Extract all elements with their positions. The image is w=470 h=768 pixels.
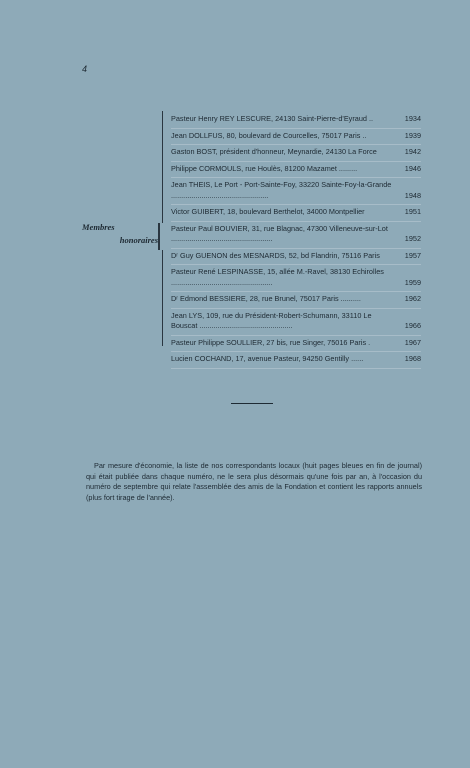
section-label-line1: Membres — [82, 222, 115, 232]
footnote-paragraph: Par mesure d'économie, la liste de nos correspondants locaux (huit pages bleues en fin de journal) qui était publiée dans chaque numéro, ne le sera plus désormais qu'une fois par an, à l'occasion du numéro de septembre qui relate l'assemblée des amis de la Fondation et contient les rapports annuels (plus fort tirage de l'année). — [86, 461, 422, 502]
member-year: 1967 — [404, 337, 421, 347]
member-year: 1948 — [404, 190, 421, 200]
member-year: 1966 — [404, 321, 421, 330]
member-text: Dʳ Guy GUENON des MESNARDS, 52, bd Flandrin, 75116 Paris — [171, 250, 380, 260]
brace-top — [162, 111, 163, 223]
member-text: Victor GUIBERT, 18, boulevard Berthelot, 34000 Montpellier — [171, 207, 365, 216]
member-entry — [171, 309, 421, 336]
member-entry — [171, 336, 421, 353]
member-entry — [171, 205, 421, 222]
member-text: Jean LYS, 109, rue du Président-Robert-Schumann, 33110 Le Bouscat .............................................. — [171, 310, 372, 330]
member-text: Jean THEIS, Le Port - Port-Sainte-Foy, 33220 Sainte-Foy-la-Grande ................................................ — [171, 180, 392, 200]
member-year: 1962 — [404, 294, 421, 303]
page-number: 4 — [82, 64, 88, 74]
member-entry — [171, 222, 421, 249]
member-text: Lucien COCHAND, 17, avenue Pasteur, 94250 Gentilly ...... — [171, 354, 364, 363]
member-year: 1952 — [404, 234, 421, 243]
member-year: 1968 — [404, 354, 421, 363]
section-label-line2: honoraires — [119, 235, 158, 245]
member-year: 1951 — [404, 207, 421, 216]
member-text: Pasteur Paul BOUVIER, 31, rue Blagnac, 47300 Villeneuve-sur-Lot .................................................. — [171, 223, 388, 243]
member-text: Pasteur Philippe SOULLIER, 27 bis, rue Singer, 75016 Paris . — [171, 337, 371, 347]
member-entry — [171, 112, 421, 129]
member-text: Jean DOLLFUS, 80, boulevard de Courcelles, 75017 Paris .. — [171, 130, 367, 140]
member-entry — [171, 265, 421, 292]
member-text: Pasteur René LESPINASSE, 15, allée M.-Ravel, 38130 Echirolles .................................................. — [171, 267, 384, 287]
member-year: 1942 — [404, 147, 421, 156]
member-text: Dʳ Edmond BESSIERE, 28, rue Brunel, 75017 Paris .......... — [171, 294, 361, 303]
member-entry — [171, 145, 421, 162]
member-entry — [171, 129, 421, 146]
member-year: 1959 — [404, 277, 421, 287]
member-text: Gaston BOST, président d'honneur, Meynardie, 24130 La Force — [171, 147, 377, 156]
member-entry — [171, 178, 421, 205]
member-entry — [171, 352, 421, 369]
member-text: Pasteur Henry REY LESCURE, 24130 Saint-Pierre-d'Eyraud .. — [171, 114, 374, 123]
member-year: 1934 — [404, 114, 421, 123]
section-label — [82, 221, 164, 247]
member-entry — [171, 292, 421, 309]
member-year: 1946 — [404, 163, 421, 173]
member-year: 1939 — [404, 130, 421, 140]
member-text: Philippe CORMOULS, rue Houlès, 81200 Mazamet ......... — [171, 163, 358, 173]
member-year: 1957 — [404, 250, 421, 260]
brace-point — [158, 223, 160, 250]
brace-bottom — [162, 250, 163, 346]
member-entry — [171, 162, 421, 179]
member-list — [171, 112, 421, 369]
section-divider — [231, 403, 273, 404]
member-entry — [171, 249, 421, 266]
